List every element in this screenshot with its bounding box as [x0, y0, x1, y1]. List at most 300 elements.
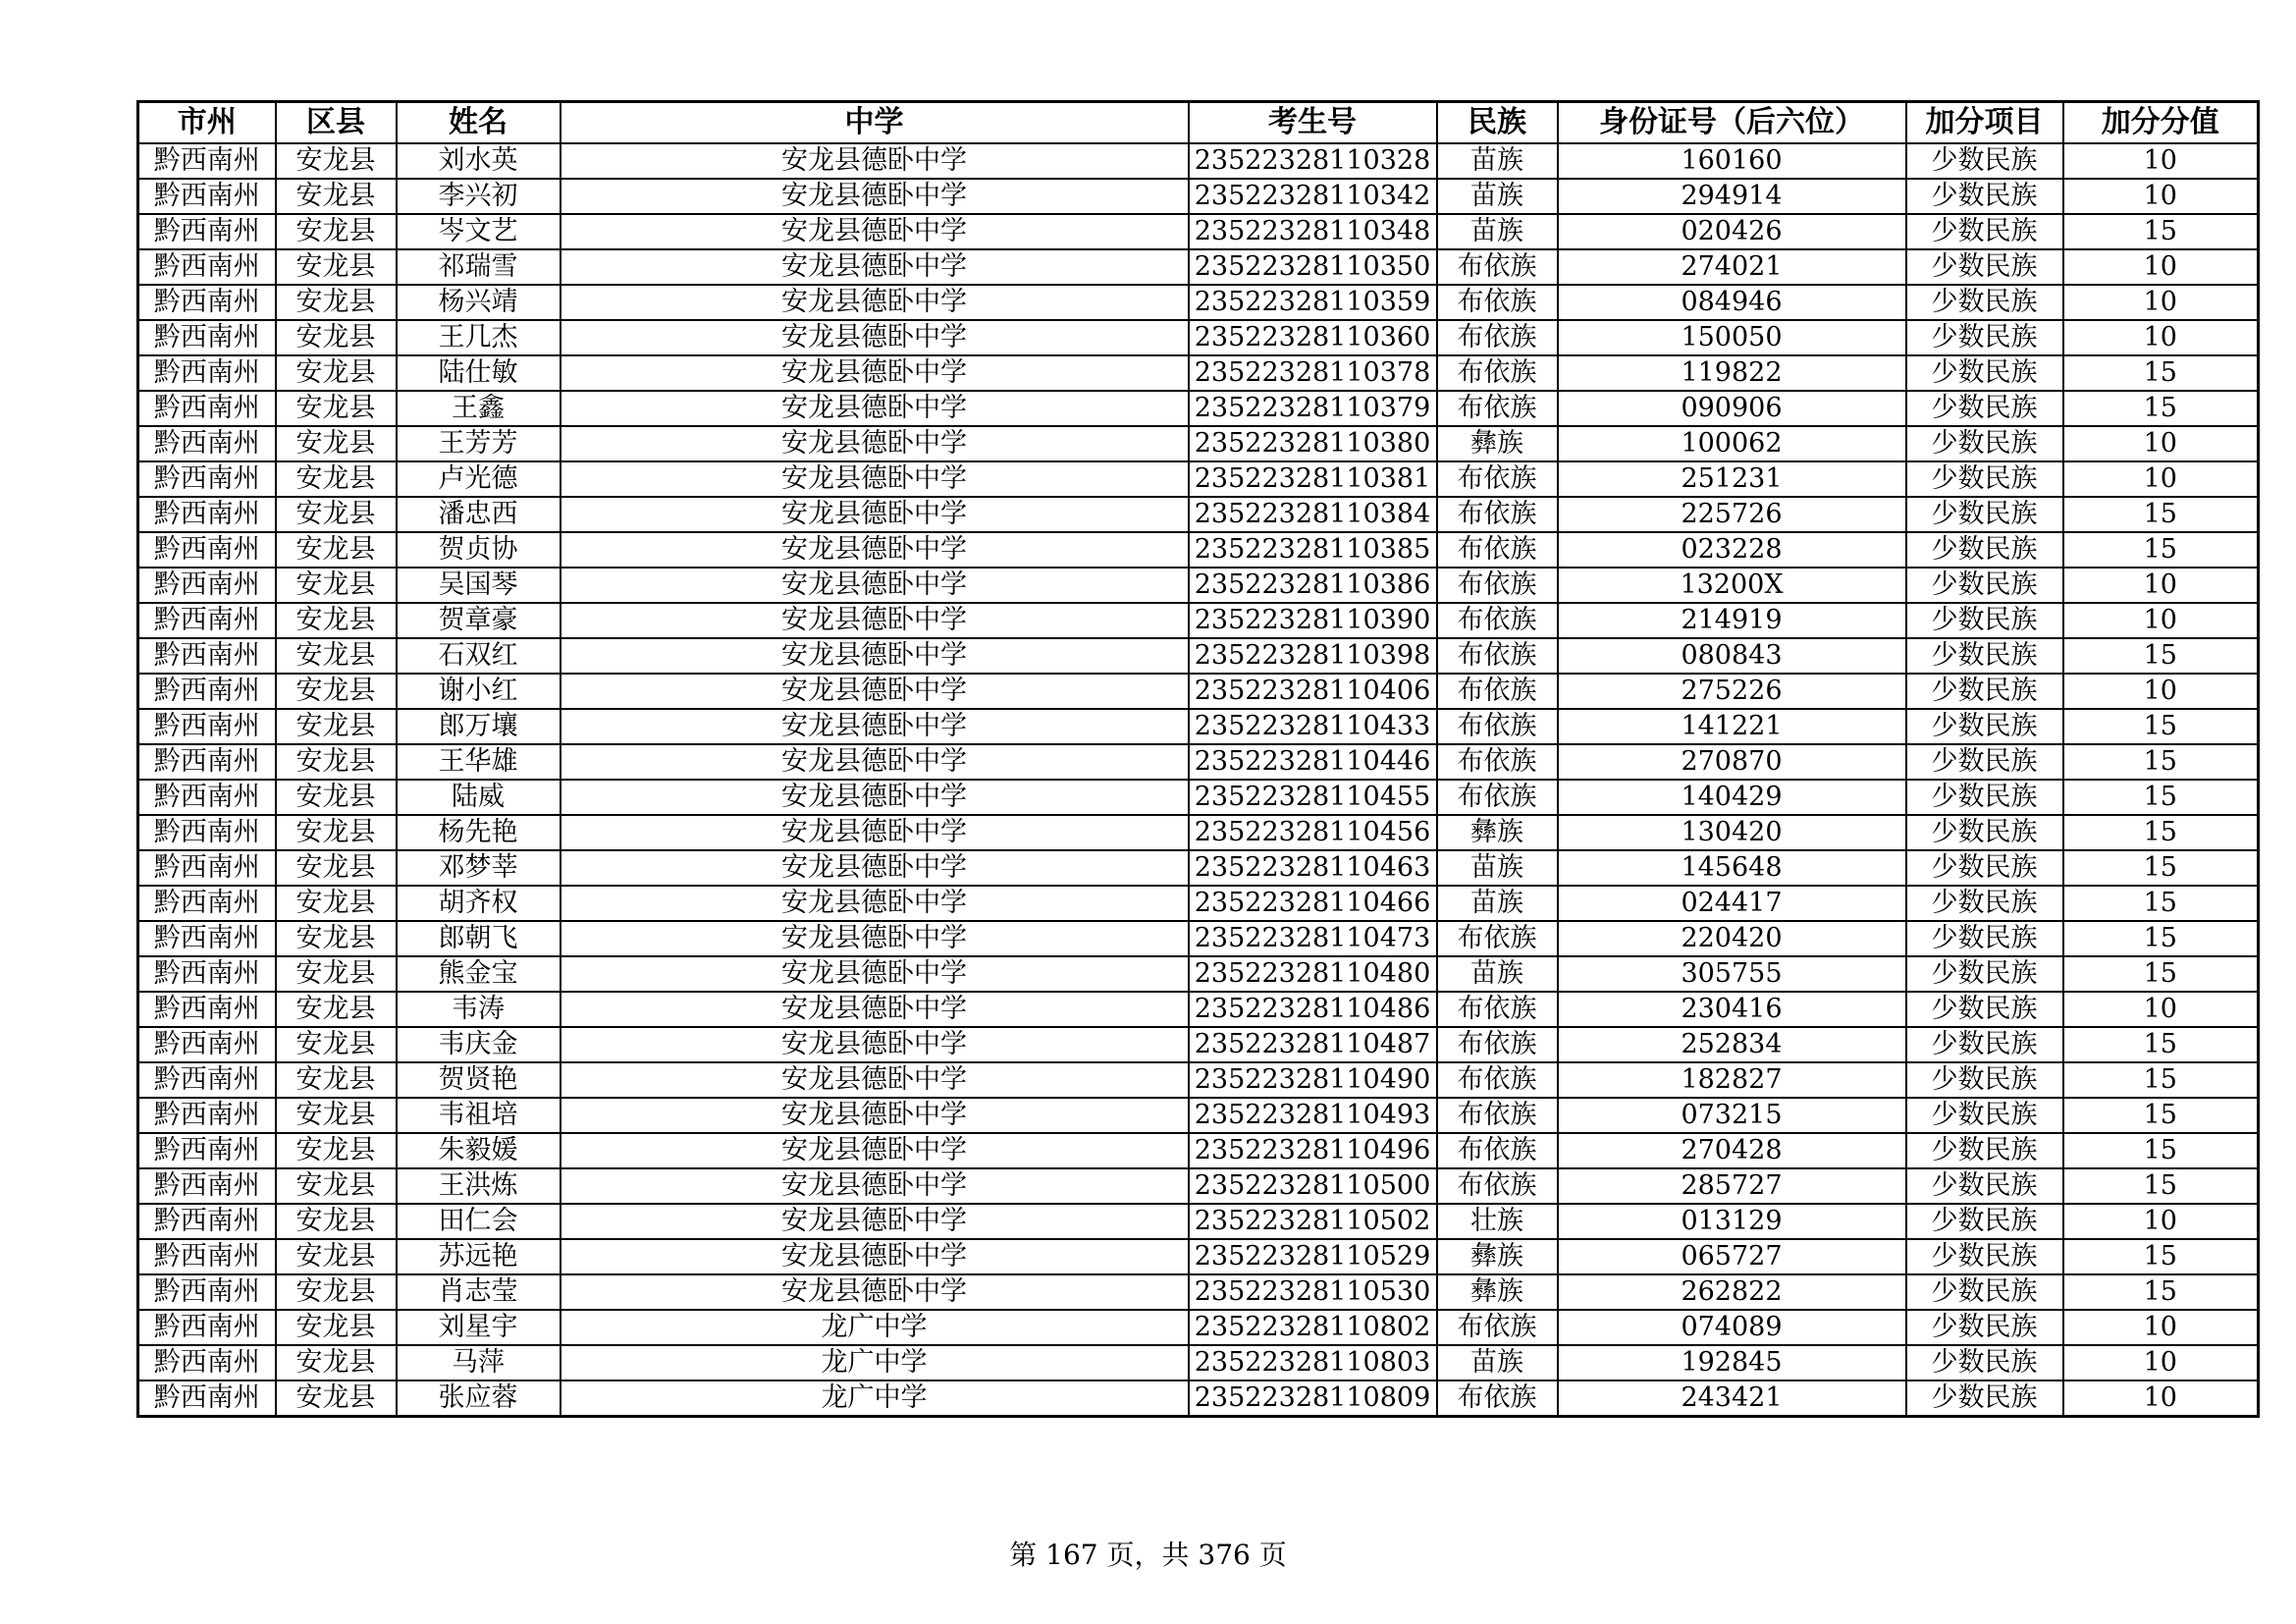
table-row [138, 780, 2259, 815]
cell-city: 黔西南州 [138, 143, 276, 179]
cell-bonus-value: 10 [2063, 568, 2259, 603]
cell-county: 安龙县 [276, 1062, 397, 1098]
cell-ethnicity: 布依族 [1437, 1380, 1558, 1417]
cell-city: 黔西南州 [138, 1380, 276, 1417]
cell-city: 黔西南州 [138, 391, 276, 426]
cell-name: 刘水英 [397, 143, 561, 179]
cell-city: 黔西南州 [138, 320, 276, 355]
cell-exam-number: 23522328110530 [1189, 1274, 1437, 1310]
table-row [138, 1027, 2259, 1062]
cell-exam-number: 23522328110466 [1189, 886, 1437, 921]
cell-bonus-item: 少数民族 [1906, 603, 2063, 638]
cell-id-last-six: 073215 [1558, 1098, 1906, 1133]
cell-bonus-value: 10 [2063, 1204, 2259, 1239]
cell-bonus-item: 少数民族 [1906, 992, 2063, 1027]
cell-bonus-value: 15 [2063, 638, 2259, 674]
cell-county: 安龙县 [276, 1204, 397, 1239]
cell-bonus-value: 10 [2063, 674, 2259, 709]
cell-ethnicity: 布依族 [1437, 532, 1558, 568]
cell-bonus-value: 15 [2063, 214, 2259, 249]
cell-ethnicity: 苗族 [1437, 886, 1558, 921]
cell-bonus-value: 15 [2063, 532, 2259, 568]
cell-school: 龙广中学 [561, 1380, 1189, 1417]
cell-name: 王鑫 [397, 391, 561, 426]
cell-city: 黔西南州 [138, 886, 276, 921]
table-row [138, 709, 2259, 744]
cell-name: 贺贞协 [397, 532, 561, 568]
table-row [138, 214, 2259, 249]
cell-city: 黔西南州 [138, 1345, 276, 1380]
cell-bonus-value: 10 [2063, 1380, 2259, 1417]
cell-bonus-item: 少数民族 [1906, 921, 2063, 956]
cell-exam-number: 23522328110342 [1189, 179, 1437, 214]
cell-school: 安龙县德卧中学 [561, 1098, 1189, 1133]
cell-bonus-item: 少数民族 [1906, 1274, 2063, 1310]
cell-county: 安龙县 [276, 179, 397, 214]
cell-county: 安龙县 [276, 285, 397, 320]
cell-school: 安龙县德卧中学 [561, 320, 1189, 355]
cell-exam-number: 23522328110381 [1189, 461, 1437, 497]
cell-school: 安龙县德卧中学 [561, 1133, 1189, 1168]
cell-bonus-value: 10 [2063, 603, 2259, 638]
cell-id-last-six: 065727 [1558, 1239, 1906, 1274]
cell-name: 潘忠西 [397, 497, 561, 532]
cell-exam-number: 23522328110359 [1189, 285, 1437, 320]
cell-exam-number: 23522328110348 [1189, 214, 1437, 249]
cell-school: 安龙县德卧中学 [561, 674, 1189, 709]
cell-ethnicity: 布依族 [1437, 992, 1558, 1027]
cell-bonus-value: 10 [2063, 461, 2259, 497]
cell-bonus-item: 少数民族 [1906, 143, 2063, 179]
cell-bonus-value: 15 [2063, 709, 2259, 744]
table-row [138, 603, 2259, 638]
cell-bonus-item: 少数民族 [1906, 285, 2063, 320]
cell-bonus-value: 10 [2063, 992, 2259, 1027]
cell-city: 黔西南州 [138, 1062, 276, 1098]
cell-bonus-item: 少数民族 [1906, 1345, 2063, 1380]
cell-school: 安龙县德卧中学 [561, 249, 1189, 285]
cell-county: 安龙县 [276, 815, 397, 850]
cell-ethnicity: 布依族 [1437, 638, 1558, 674]
table-row [138, 461, 2259, 497]
cell-school: 安龙县德卧中学 [561, 1274, 1189, 1310]
cell-bonus-value: 15 [2063, 1168, 2259, 1204]
cell-ethnicity: 苗族 [1437, 850, 1558, 886]
cell-id-last-six: 100062 [1558, 426, 1906, 461]
table-row [138, 886, 2259, 921]
cell-county: 安龙县 [276, 1345, 397, 1380]
cell-city: 黔西南州 [138, 638, 276, 674]
cell-bonus-item: 少数民族 [1906, 1380, 2063, 1417]
header-id-last-six: 身份证号（后六位） [1558, 102, 1906, 144]
cell-id-last-six: 13200X [1558, 568, 1906, 603]
cell-id-last-six: 020426 [1558, 214, 1906, 249]
table-row [138, 1310, 2259, 1345]
table-row [138, 249, 2259, 285]
cell-ethnicity: 布依族 [1437, 674, 1558, 709]
cell-bonus-item: 少数民族 [1906, 744, 2063, 780]
cell-ethnicity: 彝族 [1437, 1274, 1558, 1310]
cell-ethnicity: 布依族 [1437, 1098, 1558, 1133]
header-school: 中学 [561, 102, 1189, 144]
cell-id-last-six: 275226 [1558, 674, 1906, 709]
cell-bonus-value: 15 [2063, 1133, 2259, 1168]
cell-city: 黔西南州 [138, 1204, 276, 1239]
cell-county: 安龙县 [276, 532, 397, 568]
cell-bonus-item: 少数民族 [1906, 249, 2063, 285]
cell-ethnicity: 苗族 [1437, 956, 1558, 992]
cell-id-last-six: 141221 [1558, 709, 1906, 744]
table-row [138, 850, 2259, 886]
cell-county: 安龙县 [276, 568, 397, 603]
cell-id-last-six: 145648 [1558, 850, 1906, 886]
cell-bonus-item: 少数民族 [1906, 355, 2063, 391]
cell-bonus-value: 10 [2063, 179, 2259, 214]
cell-bonus-value: 15 [2063, 355, 2259, 391]
cell-name: 岑文艺 [397, 214, 561, 249]
cell-id-last-six: 305755 [1558, 956, 1906, 992]
cell-bonus-value: 10 [2063, 1310, 2259, 1345]
cell-city: 黔西南州 [138, 355, 276, 391]
cell-exam-number: 23522328110406 [1189, 674, 1437, 709]
cell-exam-number: 23522328110433 [1189, 709, 1437, 744]
cell-school: 安龙县德卧中学 [561, 744, 1189, 780]
table-row [138, 497, 2259, 532]
cell-exam-number: 23522328110380 [1189, 426, 1437, 461]
cell-county: 安龙县 [276, 921, 397, 956]
cell-ethnicity: 布依族 [1437, 709, 1558, 744]
cell-exam-number: 23522328110350 [1189, 249, 1437, 285]
cell-school: 安龙县德卧中学 [561, 532, 1189, 568]
cell-exam-number: 23522328110486 [1189, 992, 1437, 1027]
cell-school: 安龙县德卧中学 [561, 143, 1189, 179]
cell-id-last-six: 243421 [1558, 1380, 1906, 1417]
cell-city: 黔西南州 [138, 179, 276, 214]
cell-county: 安龙县 [276, 497, 397, 532]
cell-bonus-value: 15 [2063, 1027, 2259, 1062]
cell-name: 韦祖培 [397, 1098, 561, 1133]
cell-bonus-item: 少数民族 [1906, 391, 2063, 426]
cell-ethnicity: 布依族 [1437, 568, 1558, 603]
table-row [138, 1133, 2259, 1168]
cell-exam-number: 23522328110455 [1189, 780, 1437, 815]
cell-city: 黔西南州 [138, 497, 276, 532]
cell-school: 安龙县德卧中学 [561, 1062, 1189, 1098]
cell-ethnicity: 布依族 [1437, 921, 1558, 956]
cell-city: 黔西南州 [138, 956, 276, 992]
cell-city: 黔西南州 [138, 1098, 276, 1133]
cell-exam-number: 23522328110809 [1189, 1380, 1437, 1417]
cell-ethnicity: 布依族 [1437, 1133, 1558, 1168]
cell-ethnicity: 布依族 [1437, 603, 1558, 638]
cell-exam-number: 23522328110487 [1189, 1027, 1437, 1062]
cell-bonus-value: 15 [2063, 956, 2259, 992]
cell-name: 卢光德 [397, 461, 561, 497]
cell-city: 黔西南州 [138, 674, 276, 709]
cell-county: 安龙县 [276, 674, 397, 709]
table-row [138, 815, 2259, 850]
cell-id-last-six: 074089 [1558, 1310, 1906, 1345]
cell-name: 张应蓉 [397, 1380, 561, 1417]
cell-bonus-value: 15 [2063, 780, 2259, 815]
cell-city: 黔西南州 [138, 461, 276, 497]
cell-exam-number: 23522328110802 [1189, 1310, 1437, 1345]
cell-bonus-value: 15 [2063, 497, 2259, 532]
cell-ethnicity: 布依族 [1437, 744, 1558, 780]
cell-school: 安龙县德卧中学 [561, 461, 1189, 497]
cell-exam-number: 23522328110390 [1189, 603, 1437, 638]
cell-city: 黔西南州 [138, 532, 276, 568]
cell-bonus-value: 15 [2063, 1098, 2259, 1133]
cell-ethnicity: 布依族 [1437, 1310, 1558, 1345]
table-row [138, 532, 2259, 568]
cell-name: 熊金宝 [397, 956, 561, 992]
cell-bonus-value: 15 [2063, 850, 2259, 886]
cell-exam-number: 23522328110529 [1189, 1239, 1437, 1274]
cell-bonus-value: 15 [2063, 1239, 2259, 1274]
header-city: 市州 [138, 102, 276, 144]
cell-county: 安龙县 [276, 461, 397, 497]
cell-bonus-value: 15 [2063, 744, 2259, 780]
table-row [138, 1380, 2259, 1417]
table-row [138, 956, 2259, 992]
cell-county: 安龙县 [276, 1380, 397, 1417]
cell-name: 苏远艳 [397, 1239, 561, 1274]
cell-name: 杨兴靖 [397, 285, 561, 320]
cell-bonus-item: 少数民族 [1906, 214, 2063, 249]
cell-id-last-six: 013129 [1558, 1204, 1906, 1239]
cell-name: 王几杰 [397, 320, 561, 355]
cell-exam-number: 23522328110493 [1189, 1098, 1437, 1133]
cell-county: 安龙县 [276, 143, 397, 179]
table-row [138, 1168, 2259, 1204]
bonus-points-table [136, 100, 2260, 1418]
cell-name: 杨先艳 [397, 815, 561, 850]
cell-ethnicity: 彝族 [1437, 426, 1558, 461]
header-row [138, 102, 2259, 144]
cell-bonus-value: 10 [2063, 285, 2259, 320]
header-bonus-item: 加分项目 [1906, 102, 2063, 144]
cell-city: 黔西南州 [138, 1168, 276, 1204]
cell-exam-number: 23522328110378 [1189, 355, 1437, 391]
cell-county: 安龙县 [276, 886, 397, 921]
cell-id-last-six: 080843 [1558, 638, 1906, 674]
cell-city: 黔西南州 [138, 992, 276, 1027]
table-row [138, 1062, 2259, 1098]
cell-name: 祁瑞雪 [397, 249, 561, 285]
cell-city: 黔西南州 [138, 249, 276, 285]
table-row [138, 1345, 2259, 1380]
cell-bonus-item: 少数民族 [1906, 850, 2063, 886]
cell-county: 安龙县 [276, 780, 397, 815]
cell-name: 邓梦莘 [397, 850, 561, 886]
cell-bonus-item: 少数民族 [1906, 320, 2063, 355]
cell-county: 安龙县 [276, 391, 397, 426]
cell-ethnicity: 布依族 [1437, 391, 1558, 426]
cell-bonus-value: 10 [2063, 249, 2259, 285]
cell-school: 安龙县德卧中学 [561, 497, 1189, 532]
cell-bonus-item: 少数民族 [1906, 179, 2063, 214]
cell-school: 安龙县德卧中学 [561, 285, 1189, 320]
cell-name: 郎万壤 [397, 709, 561, 744]
cell-school: 安龙县德卧中学 [561, 815, 1189, 850]
table-body [138, 143, 2259, 1417]
cell-bonus-item: 少数民族 [1906, 497, 2063, 532]
cell-name: 韦庆金 [397, 1027, 561, 1062]
table-row [138, 1204, 2259, 1239]
cell-name: 田仁会 [397, 1204, 561, 1239]
cell-school: 安龙县德卧中学 [561, 956, 1189, 992]
cell-id-last-six: 270870 [1558, 744, 1906, 780]
cell-school: 安龙县德卧中学 [561, 603, 1189, 638]
cell-exam-number: 23522328110803 [1189, 1345, 1437, 1380]
cell-county: 安龙县 [276, 1027, 397, 1062]
cell-bonus-value: 10 [2063, 143, 2259, 179]
cell-bonus-item: 少数民族 [1906, 886, 2063, 921]
cell-name: 朱毅媛 [397, 1133, 561, 1168]
cell-exam-number: 23522328110463 [1189, 850, 1437, 886]
cell-bonus-item: 少数民族 [1906, 1062, 2063, 1098]
cell-bonus-value: 15 [2063, 815, 2259, 850]
table-row [138, 1274, 2259, 1310]
cell-id-last-six: 130420 [1558, 815, 1906, 850]
cell-name: 贺章豪 [397, 603, 561, 638]
cell-county: 安龙县 [276, 709, 397, 744]
cell-exam-number: 23522328110360 [1189, 320, 1437, 355]
cell-school: 安龙县德卧中学 [561, 921, 1189, 956]
cell-county: 安龙县 [276, 214, 397, 249]
cell-ethnicity: 彝族 [1437, 1239, 1558, 1274]
table-row [138, 143, 2259, 179]
cell-county: 安龙县 [276, 1168, 397, 1204]
cell-ethnicity: 布依族 [1437, 497, 1558, 532]
table-row [138, 744, 2259, 780]
cell-name: 王芳芳 [397, 426, 561, 461]
cell-name: 李兴初 [397, 179, 561, 214]
cell-exam-number: 23522328110328 [1189, 143, 1437, 179]
cell-school: 安龙县德卧中学 [561, 850, 1189, 886]
table-row [138, 1239, 2259, 1274]
table-row [138, 320, 2259, 355]
table-row [138, 391, 2259, 426]
cell-exam-number: 23522328110473 [1189, 921, 1437, 956]
cell-id-last-six: 024417 [1558, 886, 1906, 921]
cell-id-last-six: 220420 [1558, 921, 1906, 956]
cell-id-last-six: 214919 [1558, 603, 1906, 638]
cell-county: 安龙县 [276, 1274, 397, 1310]
cell-name: 吴国琴 [397, 568, 561, 603]
cell-county: 安龙县 [276, 249, 397, 285]
cell-school: 安龙县德卧中学 [561, 1027, 1189, 1062]
cell-id-last-six: 090906 [1558, 391, 1906, 426]
cell-school: 安龙县德卧中学 [561, 568, 1189, 603]
cell-city: 黔西南州 [138, 568, 276, 603]
cell-ethnicity: 彝族 [1437, 815, 1558, 850]
cell-bonus-item: 少数民族 [1906, 1168, 2063, 1204]
cell-exam-number: 23522328110386 [1189, 568, 1437, 603]
cell-county: 安龙县 [276, 744, 397, 780]
cell-city: 黔西南州 [138, 285, 276, 320]
cell-id-last-six: 192845 [1558, 1345, 1906, 1380]
cell-bonus-item: 少数民族 [1906, 709, 2063, 744]
cell-city: 黔西南州 [138, 214, 276, 249]
cell-school: 安龙县德卧中学 [561, 638, 1189, 674]
cell-bonus-value: 10 [2063, 426, 2259, 461]
cell-name: 陆威 [397, 780, 561, 815]
cell-name: 郎朝飞 [397, 921, 561, 956]
cell-id-last-six: 084946 [1558, 285, 1906, 320]
cell-ethnicity: 布依族 [1437, 1062, 1558, 1098]
cell-bonus-item: 少数民族 [1906, 1098, 2063, 1133]
cell-id-last-six: 294914 [1558, 179, 1906, 214]
cell-city: 黔西南州 [138, 426, 276, 461]
cell-exam-number: 23522328110502 [1189, 1204, 1437, 1239]
cell-id-last-six: 262822 [1558, 1274, 1906, 1310]
table-row [138, 568, 2259, 603]
cell-id-last-six: 160160 [1558, 143, 1906, 179]
cell-id-last-six: 150050 [1558, 320, 1906, 355]
cell-county: 安龙县 [276, 355, 397, 391]
table-row [138, 674, 2259, 709]
cell-county: 安龙县 [276, 1133, 397, 1168]
cell-id-last-six: 270428 [1558, 1133, 1906, 1168]
cell-city: 黔西南州 [138, 1133, 276, 1168]
cell-bonus-item: 少数民族 [1906, 461, 2063, 497]
cell-id-last-six: 252834 [1558, 1027, 1906, 1062]
cell-ethnicity: 布依族 [1437, 1168, 1558, 1204]
cell-school: 龙广中学 [561, 1310, 1189, 1345]
table-row [138, 921, 2259, 956]
cell-school: 安龙县德卧中学 [561, 992, 1189, 1027]
cell-ethnicity: 布依族 [1437, 461, 1558, 497]
cell-bonus-value: 15 [2063, 391, 2259, 426]
cell-exam-number: 23522328110446 [1189, 744, 1437, 780]
cell-id-last-six: 140429 [1558, 780, 1906, 815]
cell-bonus-item: 少数民族 [1906, 815, 2063, 850]
cell-county: 安龙县 [276, 426, 397, 461]
cell-school: 安龙县德卧中学 [561, 1168, 1189, 1204]
cell-bonus-item: 少数民族 [1906, 426, 2063, 461]
page-number: 第 167 页，共 376 页 [1009, 1539, 1287, 1571]
cell-bonus-value: 15 [2063, 1274, 2259, 1310]
cell-city: 黔西南州 [138, 921, 276, 956]
cell-bonus-item: 少数民族 [1906, 1204, 2063, 1239]
cell-school: 安龙县德卧中学 [561, 709, 1189, 744]
cell-city: 黔西南州 [138, 1310, 276, 1345]
cell-school: 安龙县德卧中学 [561, 214, 1189, 249]
cell-id-last-six: 274021 [1558, 249, 1906, 285]
cell-name: 谢小红 [397, 674, 561, 709]
cell-bonus-item: 少数民族 [1906, 674, 2063, 709]
table-row [138, 1098, 2259, 1133]
cell-name: 贺贤艳 [397, 1062, 561, 1098]
cell-exam-number: 23522328110456 [1189, 815, 1437, 850]
cell-school: 龙广中学 [561, 1345, 1189, 1380]
header-exam-number: 考生号 [1189, 102, 1437, 144]
cell-school: 安龙县德卧中学 [561, 780, 1189, 815]
cell-ethnicity: 布依族 [1437, 780, 1558, 815]
cell-name: 肖志莹 [397, 1274, 561, 1310]
cell-school: 安龙县德卧中学 [561, 1204, 1189, 1239]
cell-id-last-six: 230416 [1558, 992, 1906, 1027]
cell-bonus-item: 少数民族 [1906, 956, 2063, 992]
cell-bonus-item: 少数民族 [1906, 1027, 2063, 1062]
cell-ethnicity: 苗族 [1437, 214, 1558, 249]
cell-name: 石双红 [397, 638, 561, 674]
cell-bonus-value: 10 [2063, 320, 2259, 355]
header-name: 姓名 [397, 102, 561, 144]
cell-name: 刘星宇 [397, 1310, 561, 1345]
